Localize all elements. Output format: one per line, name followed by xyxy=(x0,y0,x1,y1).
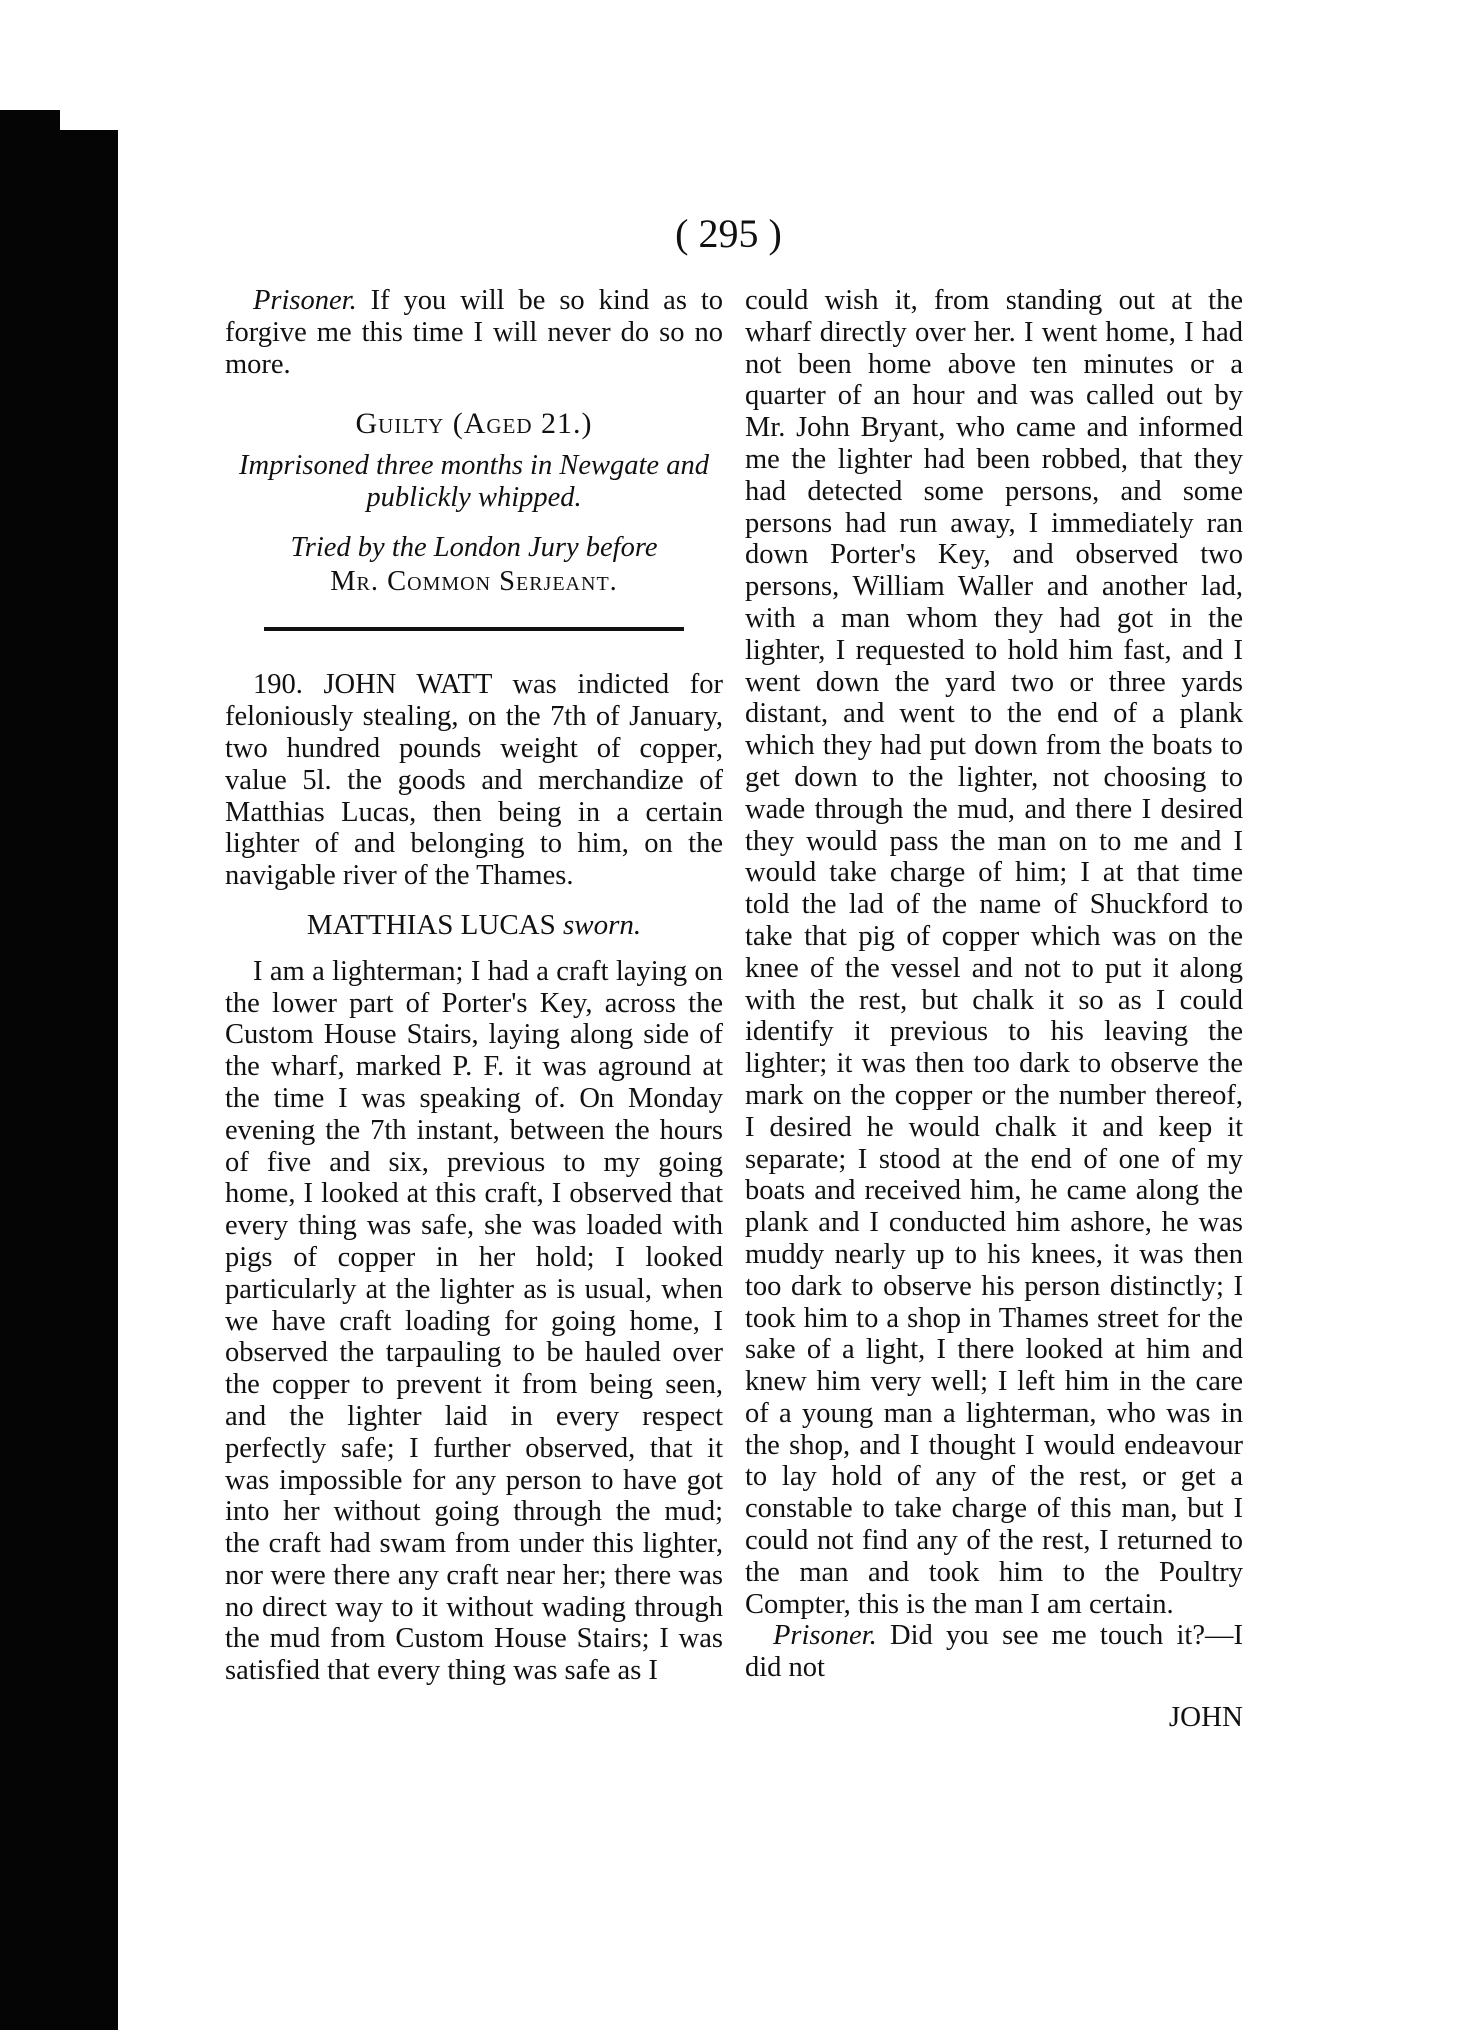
binding-edge xyxy=(0,130,118,2030)
indictment-text: was indicted for feloniously stealing, on the 7th of January, two hundred pounds weight of copper, value 5l. the goods and merchandize of Matthias Lucas, then being in a certain lighter of and belonging to him, on the navigable river of the Thames. xyxy=(225,669,723,892)
testimony-part-2: could wish it, from standing out at the wharf directly over her. I went home, I had not been home above ten minutes or a quarter of an hour and was called out by Mr. John Bryant, who came and informed me the lighter had been robbed, that they had detected some persons, and some persons had run away, I immediately ran down Porter's Key, and observed two persons, William Waller and another lad, with a man whom they had got in the lighter, I requested to hold him fast, and I went down the yard two or three yards distant, and went to the end of a plank which they had put down from the boats to get down to the lighter, not choosing to wade through the mud, and there I desired they would pass the man on to me and I would take charge of him; I at that time told the lad of the name of Shuckford to take that pig of copper which was on the knee of the vessel and not to put it along with the rest, but chalk it so as I could identify it previous to his leaving the lighter; it was then too dark to observe the mark on the copper or the number thereof, I desired he would chalk it and keep it separate; I stood at the end of one of my boats and received him, he came along the plank and I conducted him ashore, he was muddy nearly up to his knees, it was then too dark to observe his person distinctly; I took him to a shop in Thames street for the sake of a light, I there looked at him and knew him very well; I left him in the care of a young man a lighterman, who was in the shop, and I thought I would endeavour to lay hold of any of the rest, or get a constable to take charge of this man, but I could not find any of the rest, I returned to the man and took him to the Poultry Compter, this is the man I am certain. xyxy=(745,285,1243,1620)
section-divider xyxy=(264,627,684,631)
prisoner-plea-text: If you will be so kind as to forgive me this time I will never do so no more. xyxy=(225,285,724,380)
left-column xyxy=(225,285,723,1687)
verdict: Guilty (Aged 21.) xyxy=(355,407,593,441)
catchword: JOHN xyxy=(1168,1701,1243,1734)
case-number: 190. xyxy=(253,669,303,701)
tried-by: Tried by the London Jury before xyxy=(290,531,658,563)
judge: Mr. Common Serjeant. xyxy=(330,565,618,597)
witness-heading xyxy=(225,910,723,942)
prisoner-label: Prisoner. xyxy=(253,285,357,316)
testimony-part-1: I am a lighterman; I had a craft laying on the lower part of Porter's Key, across the Custom House Stairs, laying along side of the wharf, marked P. F. it was aground at the time I was speaking of. On Monday evening the 7th instant, between the hours of five and six, previous to my going home, I looked at this craft, I observed that every thing was safe, she was loaded with pigs of copper in her hold; I looked particularly at the lighter as is usual, when we have craft loading for going home, I observed the tarpauling to be hauled over the copper to prevent it from being seen, and the lighter laid in every respect perfectly safe; I further observed, that it was impossible for any person to have got into her without going through the mud; the craft had swam from under this lighter, nor were there any craft near her; there was no direct way to it without wading through the mud from Custom House Stairs; I was satisfied that every thing was safe as I xyxy=(225,955,723,1687)
witness-sworn: sworn. xyxy=(563,908,642,941)
indictment xyxy=(225,669,723,892)
prisoner-question xyxy=(745,1620,1243,1684)
prisoner-question-text: Did you see me touch it?—I did not xyxy=(745,1620,1243,1684)
prisoner-label: Prisoner. xyxy=(773,1620,877,1652)
page-number: ( 295 ) xyxy=(675,211,782,256)
prisoner-plea xyxy=(225,285,723,380)
witness-name: MATTHIAS LUCAS xyxy=(306,908,556,941)
right-column xyxy=(745,285,1243,1734)
sentence: Imprisoned three months in Newgate and publickly whipped. xyxy=(239,450,709,513)
defendant-name: JOHN WATT xyxy=(323,669,492,701)
